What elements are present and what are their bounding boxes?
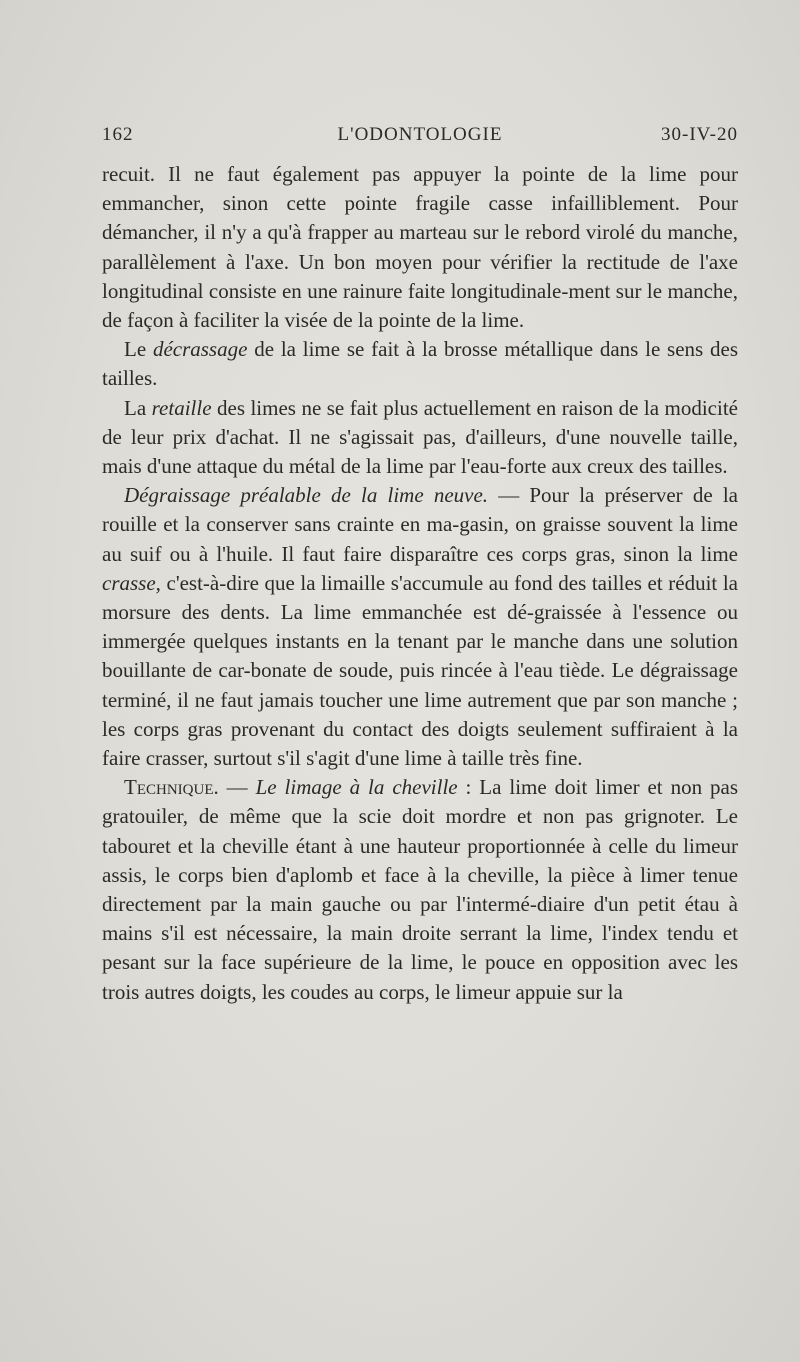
body-text (102, 160, 738, 1007)
paragraph-2-text: de la lime se fait à la brosse métallique dans le sens des tailles. (102, 337, 738, 391)
paragraph-5-text: : La lime doit limer et non pas gratouiler, de même que la scie doit mordre et non pas grignoter. Le tabouret et la cheville étant à une hauteur proportionnée à celle du limeur assis, le corps bien d'aplomb et face à la cheville, la pièce à limer tenue directement par la main gauche ou par l'intermé-diaire d'un petit étau à mains s'il est nécessaire, la main droite serrant la lime, l'index tendu et pesant sur la face supérieure de la lime, le pouce en opposition avec les trois autres doigts, les coudes au corps, le limeur appuie sur la (102, 775, 738, 1004)
term-crasse: crasse, (102, 570, 161, 595)
paragraph-2 (102, 335, 738, 393)
paragraph-3-text: des limes ne se fait plus actuellement en raison de la modicité de leur prix d'achat. Il ne s'agissait pas, d'ailleurs, d'une nouvelle taille, mais d'une attaque du métal de la lime par l'eau-forte aux creux des tailles. (102, 395, 738, 479)
paragraph-5-dash: — (218, 775, 256, 800)
issue-date: 30-IV-20 (661, 124, 738, 145)
paragraph-5 (102, 773, 738, 1007)
subheading-limage: Le limage à la cheville (255, 775, 458, 800)
running-header (102, 124, 738, 154)
paragraph-4 (102, 481, 738, 773)
paragraph-4-text-b: c'est-à-dire que la limaille s'accumule au fond des tailles et réduit la morsure des dents. La lime emmanchée est dé-graissée à l'essence ou immergée quelques instants en la tenant par le manche dans une solution bouillante de car-bonate de soude, puis rincée à l'eau tiède. Le dégraissage terminé, il ne faut jamais toucher une lime autrement que par son manche ; les corps gras provenant du contact des doigts seulement suffiraient à la faire crasser, surtout s'il s'agit d'une lime à taille très fine. (102, 570, 738, 771)
term-decrassage: décrassage (152, 337, 248, 362)
term-retaille: retaille (151, 395, 212, 420)
paragraph-1: recuit. Il ne faut également pas appuyer la pointe de la lime pour emmancher, sinon cette pointe fragile casse infailliblement. Pour démancher, il n'y a qu'à frapper au marteau sur le rebord virolé du manche, parallèlement à l'axe. Un bon moyen pour vérifier la rectitude de l'axe longitudinal consiste en une rainure faite longitudinale-ment sur le manche, de façon à faciliter la visée de la pointe de la lime. (102, 162, 738, 333)
paragraph-4-text-a: — Pour la préserver de la rouille et la conserver sans crainte en ma-gasin, on graisse souvent la lime au suif ou à l'huile. Il faut faire disparaître ces corps gras, sinon la lime (102, 483, 738, 566)
paragraph-3-lead: La (124, 395, 152, 420)
section-heading-degraissage: Dégraissage préalable de la lime neuve. (124, 483, 489, 508)
journal-title: L'ODONTOLOGIE (337, 124, 503, 145)
section-heading-technique: Technique. (124, 775, 219, 800)
page-number: 162 (102, 124, 134, 145)
paragraph-2-lead: Le (124, 337, 153, 362)
paragraph-3 (102, 394, 738, 482)
